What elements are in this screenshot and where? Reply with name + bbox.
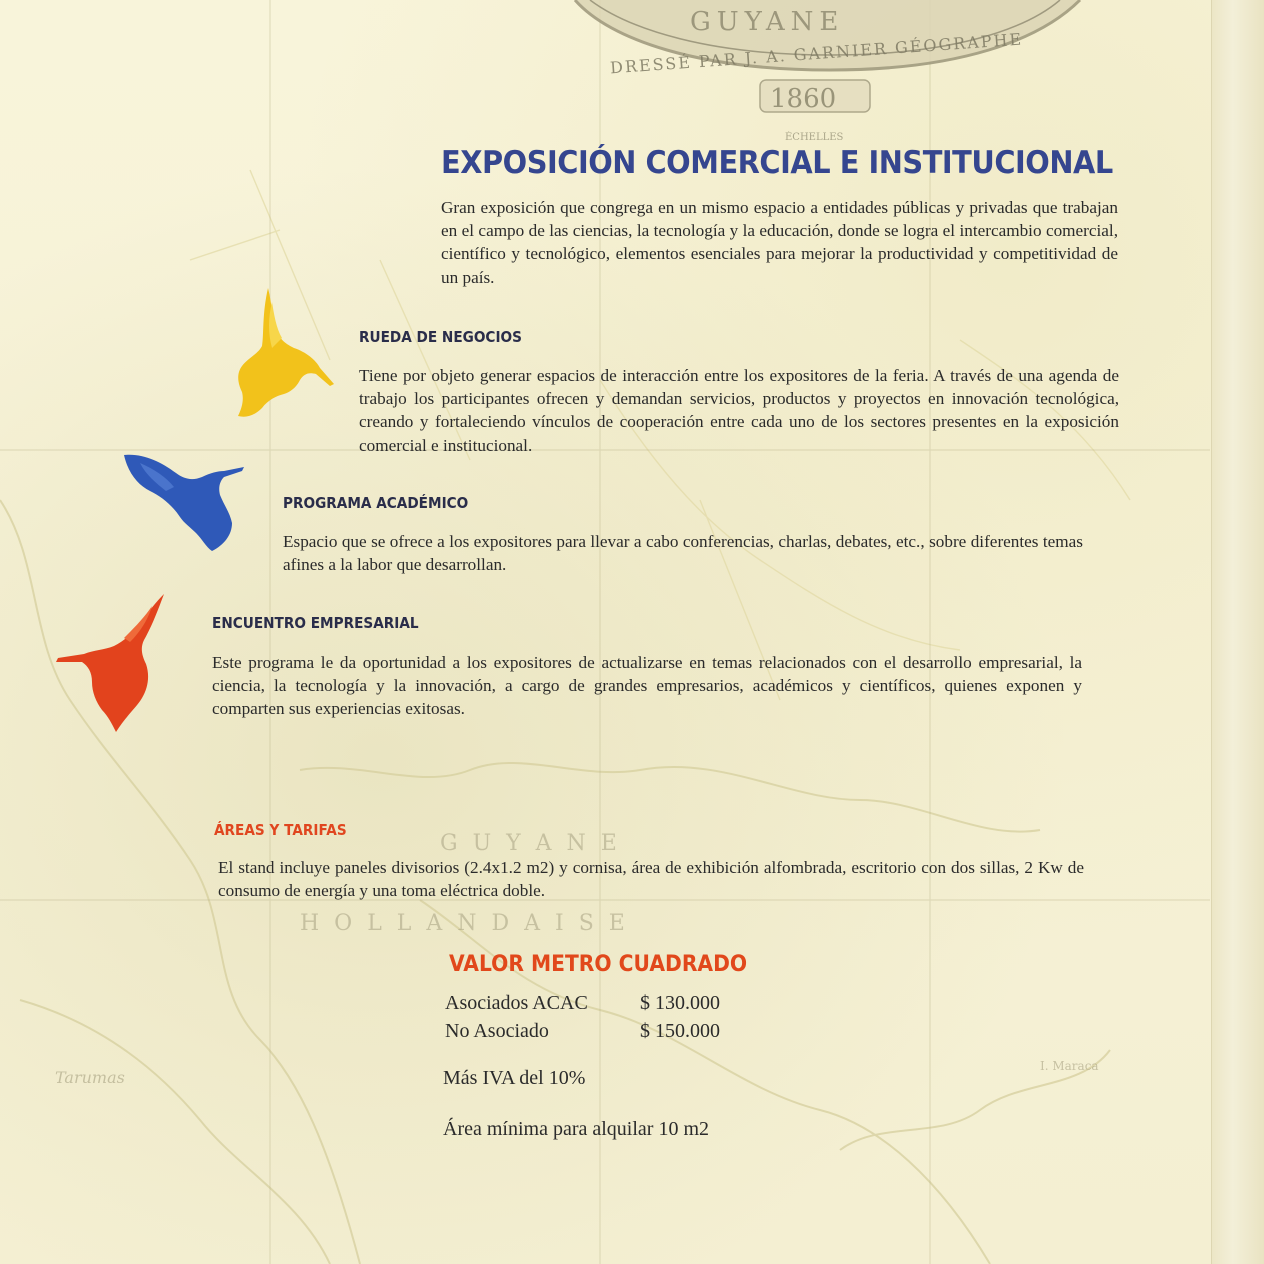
seal-line1: GUYANE — [690, 7, 845, 37]
encuentro-empresarial-paragraph: Este programa le da oportunidad a los expositores de actualizarse en temas relacionados con el desarrollo empresarial, la ciencia, la tecnología y la innovación, a cargo de grandes empresarios, académicos y científicos, quienes exponen y comparten sus experiencias exitosas. — [212, 653, 1082, 719]
map-seal — [575, 0, 1080, 143]
encuentro-empresarial-heading: ENCUENTRO EMPRESARIAL — [212, 614, 419, 632]
minimum-area-note: Área mínima para alquilar 10 m2 — [443, 1118, 710, 1140]
rueda-de-negocios-paragraph: Tiene por objeto generar espacios de interacción entre los expositores de la feria. A través de una agenda de trabajo los participantes ofrecen y demandan servicios, productos y proyectos en innovación tecnológica, creando y fortaleciendo vínculos de cooperación entre cada uno de los sectores presentes en la exposición comercial e institucional. — [359, 366, 1119, 455]
yellow-hummingbird-icon — [228, 284, 340, 424]
seal-scale-label: ÉCHELLES — [785, 132, 844, 143]
price-label: Asociados ACAC — [445, 992, 588, 1014]
valor-metro-cuadrado-heading: VALOR METRO CUADRADO — [449, 951, 748, 977]
intro-paragraph: Gran exposición que congrega en un mismo espacio a entidades públicas y privadas que trabajan en el campo de las ciencias, la tecnología y la educación, donde se logra el intercambio comercial, científico y tecnológico, elementos esenciales para mejorar la productividad y competitividad de un país. — [441, 198, 1118, 287]
page-title: EXPOSICIÓN COMERCIAL E INSTITUCIONAL — [441, 145, 1113, 181]
map-label-tarumas: Tarumas — [55, 1068, 125, 1087]
rueda-de-negocios-heading: RUEDA DE NEGOCIOS — [359, 328, 522, 346]
areas-y-tarifas-heading: ÁREAS Y TARIFAS — [214, 821, 347, 839]
areas-y-tarifas-paragraph: El stand incluye paneles divisorios (2.4x1.2 m2) y cornisa, área de exhibición alfombrada, escritorio con dos sillas, 2 Kw de consumo de energía y una toma eléctrica doble. — [218, 858, 1084, 901]
red-hummingbird-icon — [54, 592, 172, 736]
seal-year: 1860 — [770, 84, 837, 114]
blue-hummingbird-icon — [120, 447, 248, 557]
page-edge — [1211, 0, 1264, 1264]
price-label: No Asociado — [445, 1020, 549, 1042]
seal-line2: DRESSÉ PAR J. A. GARNIER GÉOGRAPHE — [609, 29, 1024, 78]
map-label-guyane: G U Y A N E — [440, 831, 621, 856]
programa-academico-paragraph: Espacio que se ofrece a los expositores para llevar a cabo conferencias, charlas, debates, etc., sobre diferentes temas afines a la labor que desarrollan. — [283, 532, 1083, 575]
programa-academico-heading: PROGRAMA ACADÉMICO — [283, 494, 469, 512]
price-amount: $ 130.000 — [640, 992, 720, 1014]
map-label-maraca: I. Maraca — [1040, 1059, 1099, 1073]
map-label-hollandaise: H O L L A N D A I S E — [300, 911, 629, 936]
price-amount: $ 150.000 — [640, 1020, 720, 1042]
tax-note: Más IVA del 10% — [443, 1067, 586, 1089]
